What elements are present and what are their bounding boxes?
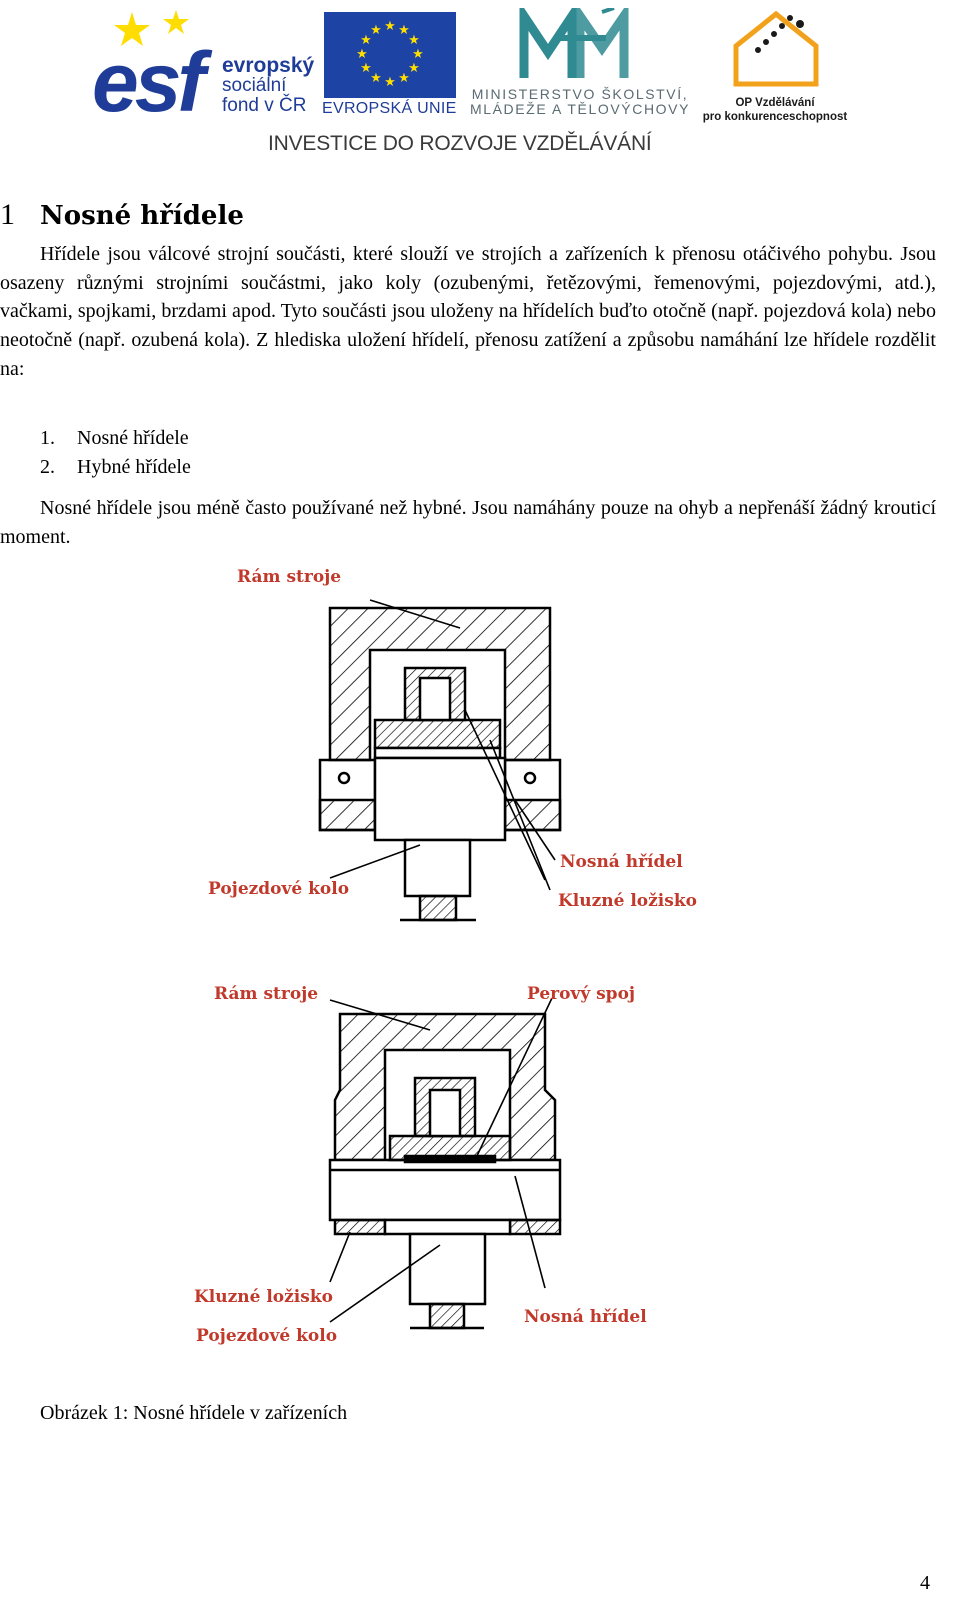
op-caption: [700, 96, 850, 124]
second-paragraph: Nosné hřídele jsou méně často používané než hybné. Jsou namáhány pouze na ohyb a nepřenáší žádný krouticí moment.: [0, 497, 936, 548]
list-item-text: Hybné hřídele: [77, 456, 191, 478]
op-line2: pro konkurenceschopnost: [702, 111, 848, 123]
svg-text:★: ★: [360, 61, 372, 76]
msmt-logo-icon: [518, 8, 638, 84]
svg-text:★: ★: [370, 23, 382, 38]
svg-text:★: ★: [408, 33, 420, 48]
investice-banner: INVESTICE DO ROZVOJE VZDĚLÁVÁNÍ: [268, 132, 652, 155]
top-label-nosna: Nosná hřídel: [560, 852, 683, 872]
bottom-label-kluzne: Kluzné ložisko: [194, 1287, 333, 1307]
logo-header: [0, 0, 960, 170]
section-heading: [0, 197, 244, 234]
svg-text:★: ★: [408, 61, 420, 76]
svg-text:★: ★: [412, 47, 424, 62]
svg-text:★: ★: [398, 71, 410, 86]
op-logo-icon: [730, 10, 822, 90]
shaft-figure: [0, 560, 960, 1360]
bottom-label-pojezd: Pojezdové kolo: [196, 1326, 338, 1346]
bottom-diagram: [330, 998, 560, 1328]
list-item: [40, 424, 191, 453]
esf-caption: [222, 56, 314, 116]
top-label-ram: Rám stroje: [237, 567, 342, 587]
bottom-label-pero: Perový spoj: [527, 984, 636, 1004]
esf-word: esf: [92, 35, 202, 129]
figure-caption: Obrázek 1: Nosné hřídele v zařízeních: [40, 1402, 348, 1424]
svg-text:★: ★: [356, 47, 368, 62]
list-item-number: 1.: [40, 427, 55, 449]
esf-line2: sociální: [222, 75, 287, 96]
list-item-text: Nosné hřídele: [77, 427, 189, 449]
msmt-line1: MINISTERSTVO ŠKOLSTVÍ,: [471, 86, 689, 102]
svg-text:★: ★: [398, 23, 410, 38]
op-line1: OP Vzdělávání: [735, 97, 815, 109]
eu-label: EVROPSKÁ UNIE: [322, 100, 457, 117]
section-number: 1: [0, 198, 15, 231]
page-number: 4: [920, 1572, 930, 1594]
top-diagram: [320, 600, 560, 920]
esf-line1: evropský: [222, 54, 315, 77]
eu-flag-icon: [324, 12, 456, 98]
svg-text:★: ★: [384, 19, 396, 34]
intro-paragraph: Hřídele jsou válcové strojní součásti, které slouží ve strojích a zařízeních k přenosu otáčivého pohybu. Jsou osazeny různými strojními součástmi, jako koly (ozubenými, řetězovými, řemenovými, pojezdovými, atd.), vačkami, spojkami, brzdami apod. Tyto součásti jsou uloženy na hřídelích buďto otočně (např. pojezdová kola) nebo neotočně (např. ozubená kola). Z hlediska uložení hřídelí, přenosu zatížení a způsobu namáhání lze hřídele rozdělit na:: [0, 243, 936, 380]
svg-text:★: ★: [384, 75, 396, 90]
top-label-kluzne: Kluzné ložisko: [558, 891, 697, 911]
bottom-label-ram: Rám stroje: [214, 984, 319, 1004]
top-label-pojezd: Pojezdové kolo: [208, 879, 350, 899]
msmt-line2: MLÁDEŽE A TĚLOVÝCHOVY: [469, 101, 691, 117]
svg-text:★: ★: [360, 33, 372, 48]
list-item-number: 2.: [40, 456, 55, 478]
svg-text:★: ★: [370, 71, 382, 86]
list-item: [40, 453, 191, 482]
msmt-caption: [466, 87, 694, 117]
bottom-label-nosna: Nosná hřídel: [524, 1307, 647, 1327]
esf-line3: fond v ČR: [222, 95, 307, 116]
section-title: Nosné hřídele: [40, 201, 244, 231]
shaft-type-list: [40, 424, 191, 482]
